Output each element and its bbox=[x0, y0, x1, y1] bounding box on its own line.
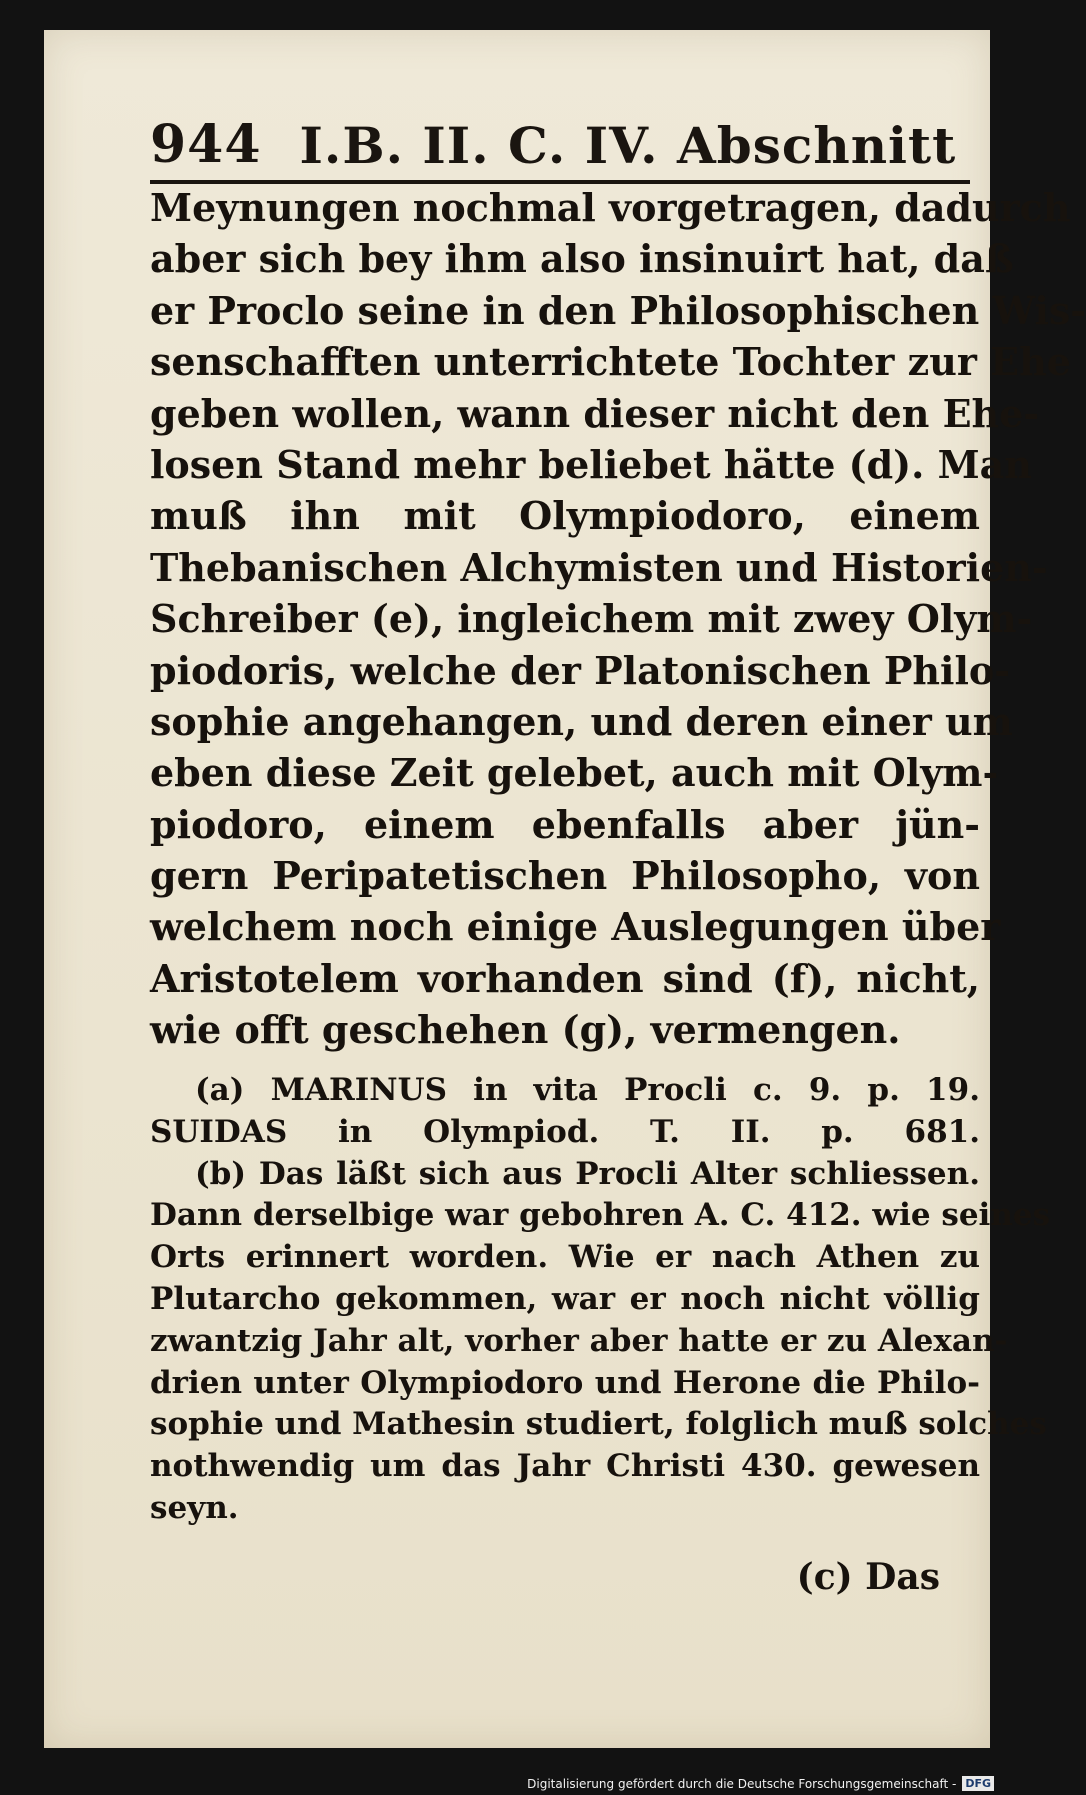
body-line: sophie angehangen, und deren einer um bbox=[150, 698, 1013, 744]
footnote-line: Dann derselbige war gebohren A. C. 412. wie seines bbox=[150, 1197, 1051, 1234]
body-line: piodoro, einem ebenfalls aber jün- bbox=[150, 801, 980, 847]
body-line: wie offt geschehen (g), vermengen. bbox=[150, 1007, 901, 1053]
body-line: aber sich bey ihm also insinuirt hat, daß bbox=[150, 236, 1014, 282]
body-line: Schreiber (e), ingleichem mit zwey Olym- bbox=[150, 596, 1033, 642]
body-line: geben wollen, wann dieser nicht den Ehe- bbox=[150, 390, 1040, 436]
footnote-line: seyn. bbox=[150, 1489, 239, 1526]
running-head: I.B. II. C. IV. Abschnitt bbox=[299, 116, 957, 175]
body-line: Meynungen nochmal vorgetragen, dadurch bbox=[150, 185, 1071, 230]
body-line: muß ihn mit Olympiodoro, einem bbox=[150, 493, 980, 539]
footnote-line: sophie und Mathesin studiert, folglich muß solches bbox=[150, 1406, 1047, 1443]
body-line: piodoris, welche der Platonischen Philo- bbox=[150, 647, 1011, 693]
body-line: senschafften unterrichtete Tochter zur Ehe bbox=[150, 339, 1071, 385]
body-line: losen Stand mehr beliebet hätte (d). Man bbox=[150, 441, 1032, 487]
digitization-credit bbox=[527, 1776, 994, 1791]
dfg-logo: DFG bbox=[962, 1776, 994, 1791]
footnote-line: zwantzig Jahr alt, vorher aber hatte er zu Alexan- bbox=[150, 1322, 1008, 1359]
footnote-line: nothwendig um das Jahr Christi 430. gewesen bbox=[150, 1448, 980, 1485]
footnote-line: Plutarcho gekommen, war er noch nicht völlig bbox=[150, 1280, 980, 1317]
body-line: welchem noch einige Auslegungen über bbox=[150, 904, 1001, 950]
page-number: 944 bbox=[150, 114, 262, 175]
body-line: Aristotelem vorhanden sind (f), nicht, bbox=[150, 955, 980, 1001]
footnote-line: SUIDAS in Olympiod. T. II. p. 681. bbox=[150, 1113, 980, 1150]
footnote-line: Orts erinnert worden. Wie er nach Athen zu bbox=[150, 1239, 980, 1276]
body-line: eben diese Zeit gelebet, auch mit Olym- bbox=[150, 750, 999, 796]
credit-text: Digitalisierung gefördert durch die Deutsche Forschungsgemeinschaft - bbox=[527, 1776, 957, 1791]
catchword: (c) Das bbox=[796, 1556, 940, 1598]
page-header-overlay bbox=[150, 85, 980, 175]
footnotes bbox=[150, 1070, 1051, 1530]
body-line: er Proclo seine in den Philosophischen Wis- bbox=[150, 287, 1086, 333]
body-line: gern Peripatetischen Philosopho, von bbox=[150, 853, 980, 899]
footnote-line: drien unter Olympiodoro und Herone die Philo- bbox=[150, 1364, 980, 1401]
body-text bbox=[150, 182, 1086, 1056]
footnote-line: (b) Das läßt sich aus Procli Alter schliessen. bbox=[195, 1155, 980, 1192]
footnote-line: (a) MARINUS in vita Procli c. 9. p. 19. bbox=[195, 1072, 980, 1108]
body-line: Thebanischen Alchymisten und Historien- bbox=[150, 544, 1048, 590]
